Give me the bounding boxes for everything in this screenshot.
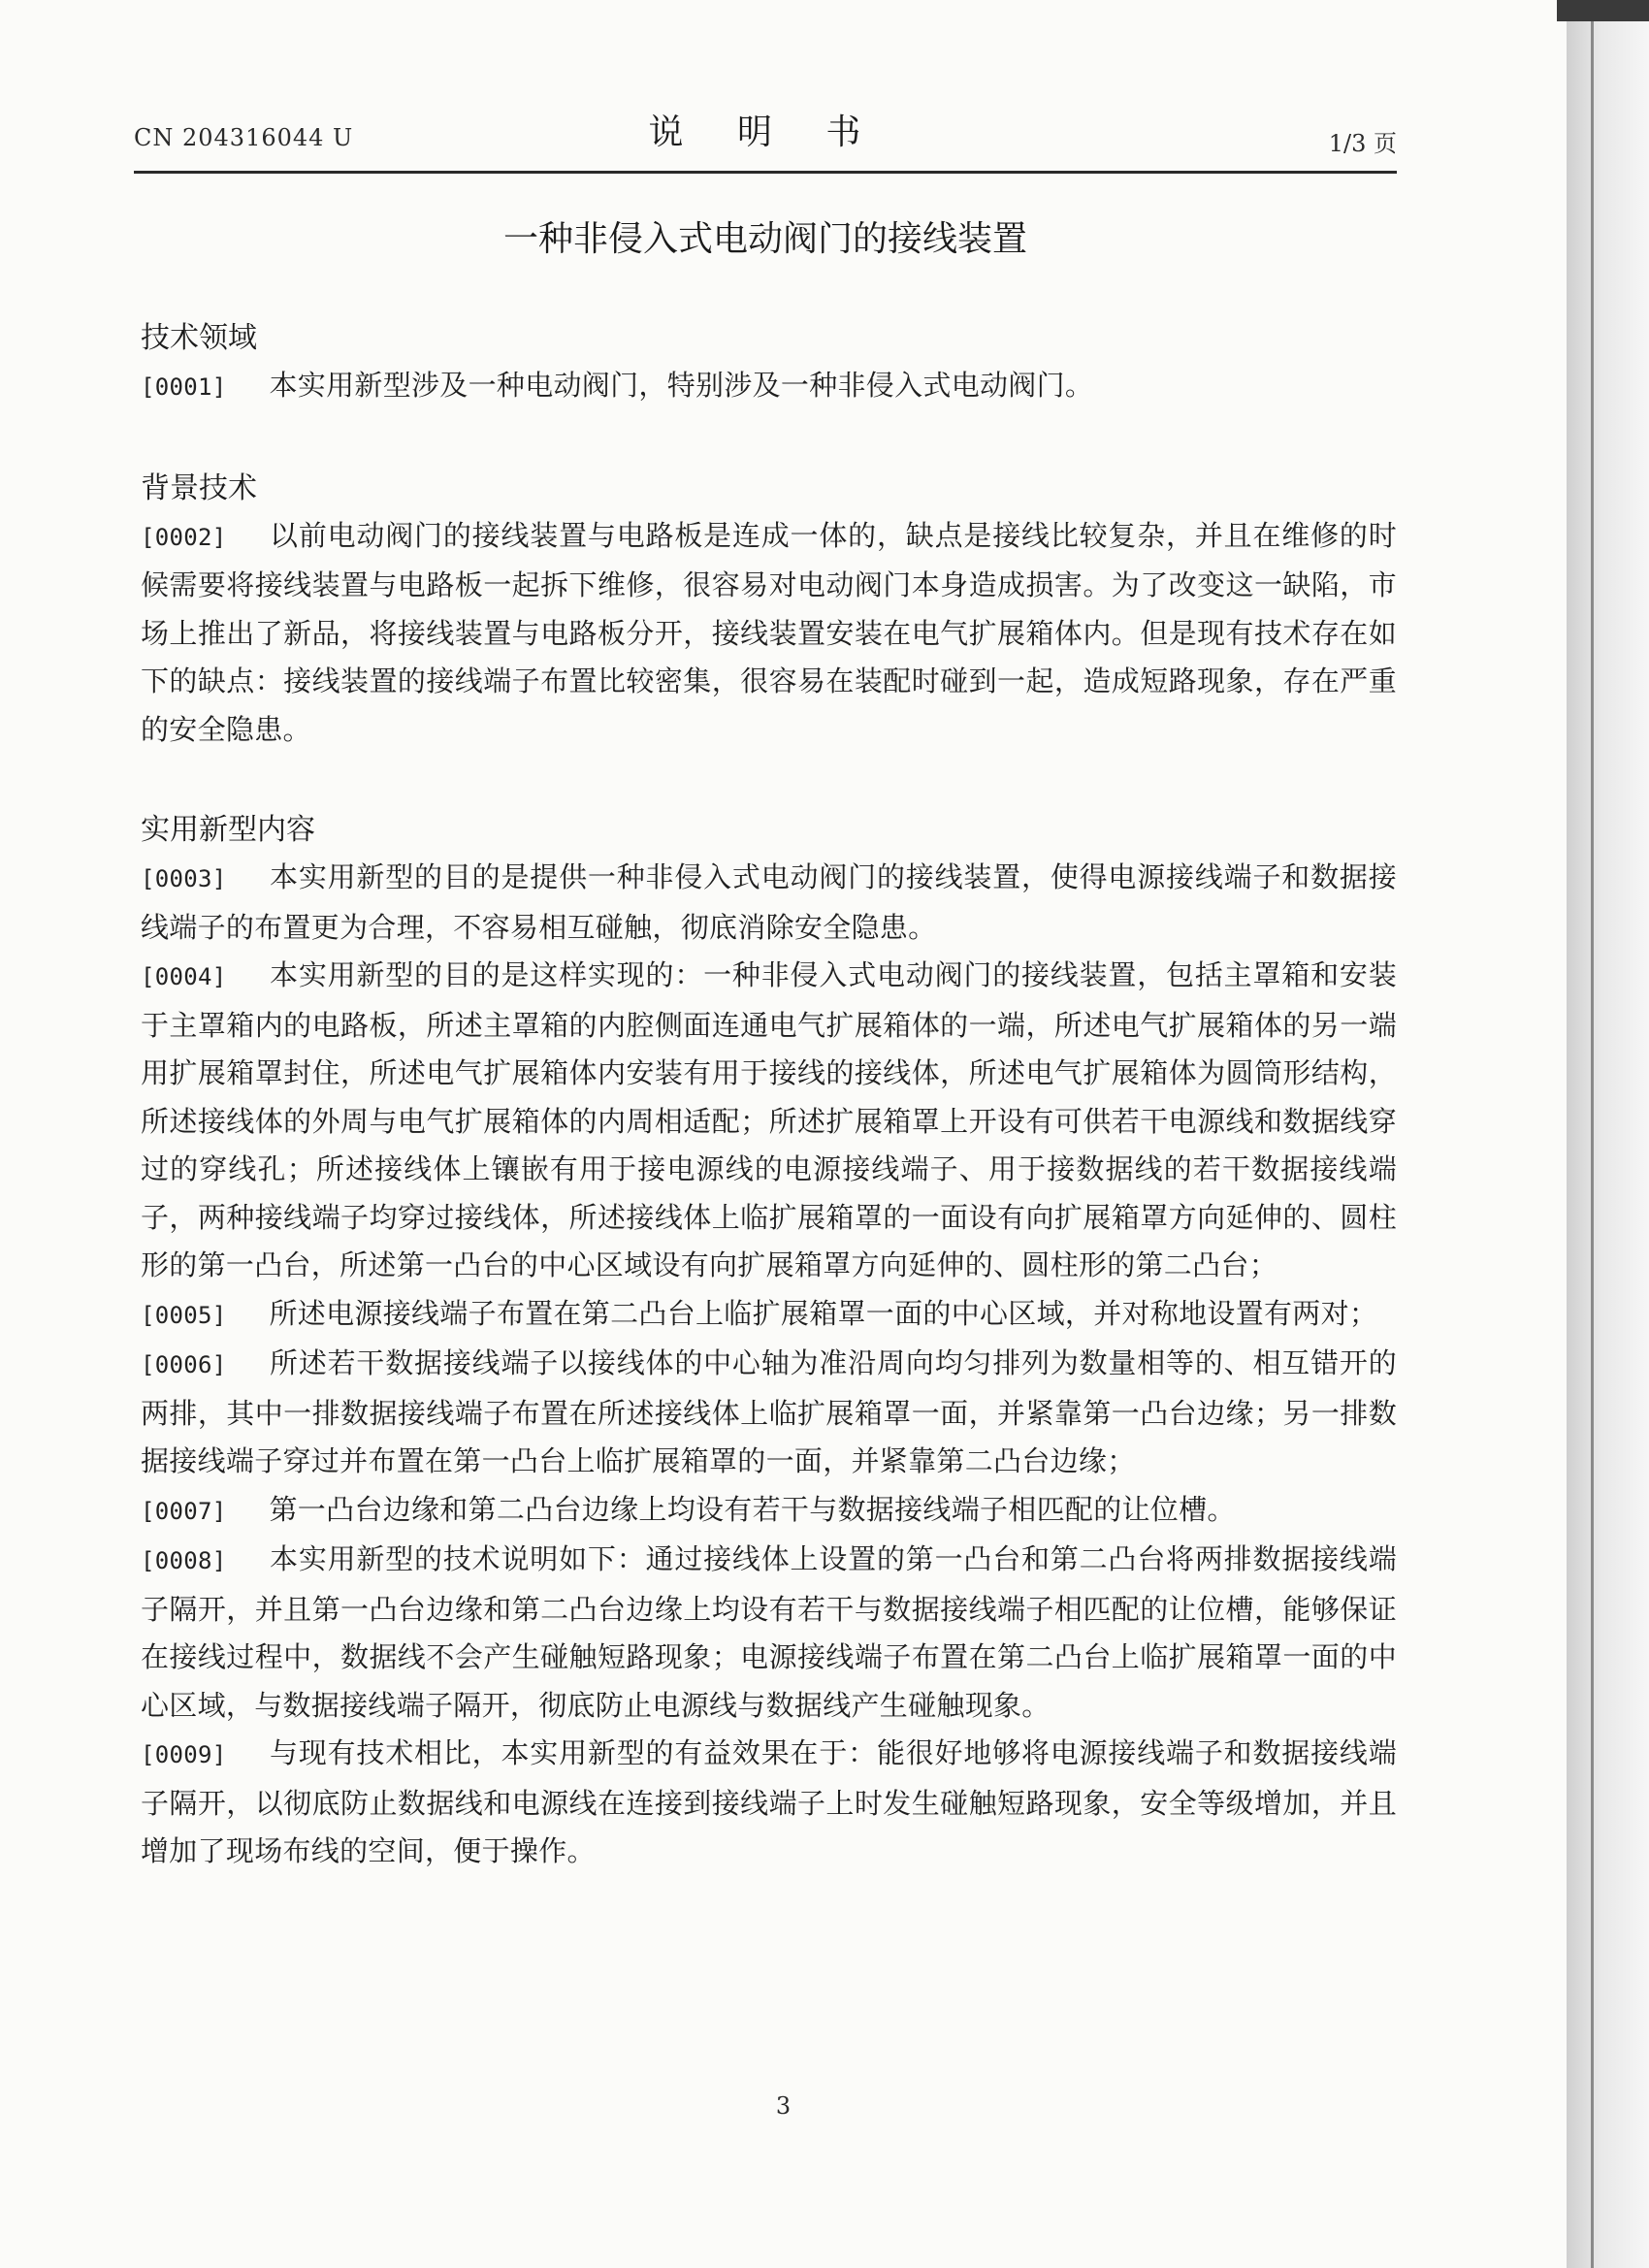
document-title: 一种非侵入式电动阀门的接线装置 <box>502 219 1027 259</box>
patent-number: CN 204316044 U <box>134 124 354 151</box>
page-number: 3 <box>775 2092 792 2120</box>
section-technical-field <box>141 315 1397 412</box>
paragraph-number: [0003] <box>141 865 227 892</box>
header-title: 说 明 书 <box>648 113 883 152</box>
paragraph-text: 所述电源接线端子布置在第二凸台上临扩展箱罩一面的中心区域，并对称地设置有两对； <box>269 1296 1378 1330</box>
paragraph-text: 第一凸台边缘和第二凸台边缘上均设有若干与数据接线端子相匹配的让位槽。 <box>269 1492 1236 1526</box>
paragraph-number: [0005] <box>141 1301 227 1329</box>
section-heading: 背景技术 <box>141 470 257 505</box>
section-heading: 技术领域 <box>141 321 257 355</box>
paragraph-text: 与现有技术相比，本实用新型的有益效果在于：能很好地够将电源接线端子和数据接线端子隔开，以彻底防止数据线和电源线在连接到接线端子上时发生碰触短路现象，安全等级增加，并且增加了现场布线的空间，便于操作。 <box>141 1736 1397 1867</box>
section-background <box>141 466 1397 755</box>
scan-edge-line <box>1591 0 1594 2268</box>
paragraph <box>141 1730 1397 1876</box>
section-utility-model-content <box>141 807 1397 1876</box>
section-heading: 实用新型内容 <box>141 813 315 847</box>
paragraph <box>141 362 1397 412</box>
page-header <box>134 105 1397 171</box>
paragraph-number: [0008] <box>141 1547 227 1574</box>
paragraph-number: [0004] <box>141 963 227 990</box>
paragraph-number: [0006] <box>141 1351 227 1378</box>
paragraph <box>141 1486 1397 1537</box>
paragraph-text: 所述若干数据接线端子以接线体的中心轴为准沿周向均匀排列为数量相等的、相互错开的两排，其中一排数据接线端子布置在所述接线体上临扩展箱罩一面，并紧靠第一凸台边缘；另一排数据接线端子穿过并布置在第一凸台上临扩展箱罩的一面，并紧靠第二凸台边缘； <box>141 1346 1397 1477</box>
paragraph <box>141 1340 1397 1486</box>
paragraph <box>141 952 1397 1290</box>
paragraph-number: [0002] <box>141 523 227 551</box>
paragraph <box>141 1536 1397 1730</box>
section-spacer <box>141 754 1397 807</box>
paragraph <box>141 512 1397 755</box>
scan-edge-corner <box>1557 0 1649 21</box>
paragraph-text: 本实用新型的目的是提供一种非侵入式电动阀门的接线装置，使得电源接线端子和数据接线端子的布置更为合理，不容易相互碰触，彻底消除安全隐患。 <box>141 860 1397 944</box>
paragraph-number: [0009] <box>141 1741 227 1768</box>
paragraph-number: [0001] <box>141 373 227 401</box>
paragraph-text: 本实用新型的技术说明如下：通过接线体上设置的第一凸台和第二凸台将两排数据接线端子隔开，并且第一凸台边缘和第二凸台边缘上均设有若干与数据接线端子相匹配的让位槽，能够保证在接线过程中，数据线不会产生碰触短路现象；电源接线端子布置在第二凸台上临扩展箱罩一面的中心区域，与数据接线端子隔开，彻底防止电源线与数据线产生碰触现象。 <box>141 1542 1397 1722</box>
header-divider <box>134 171 1397 174</box>
paragraph-text: 以前电动阀门的接线装置与电路板是连成一体的，缺点是接线比较复杂，并且在维修的时候需要将接线装置与电路板一起拆下维修，很容易对电动阀门本身造成损害。为了改变这一缺陷，市场上推出了新品，将接线装置与电路板分开，接线装置安装在电气扩展箱体内。但是现有技术存在如下的缺点：接线装置的接线端子布置比较密集，很容易在装配时碰到一起，造成短路现象，存在严重的安全隐患。 <box>141 518 1397 746</box>
paragraph-number: [0007] <box>141 1497 227 1525</box>
paragraph-text: 本实用新型涉及一种电动阀门，特别涉及一种非侵入式电动阀门。 <box>269 369 1094 402</box>
paragraph <box>141 1290 1397 1341</box>
page-indicator: 1/3 页 <box>1328 130 1397 157</box>
paragraph <box>141 854 1397 952</box>
paragraph-text: 本实用新型的目的是这样实现的：一种非侵入式电动阀门的接线装置，包括主罩箱和安装于主罩箱内的电路板，所述主罩箱的内腔侧面连通电气扩展箱体的一端，所述电气扩展箱体的另一端用扩展箱罩封住，所述电气扩展箱体内安装有用于接线的接线体，所述电气扩展箱体为圆筒形结构，所述接线体的外周与电气扩展箱体的内周相适配；所述扩展箱罩上开设有可供若干电源线和数据线穿过的穿线孔；所述接线体上镶嵌有用于接电源线的电源接线端子、用于接数据线的若干数据接线端子，两种接线端子均穿过接线体，所述接线体上临扩展箱罩的一面设有向扩展箱罩方向延伸的、圆柱形的第一凸台，所述第一凸台的中心区域设有向扩展箱罩方向延伸的、圆柱形的第二凸台； <box>141 958 1397 1281</box>
scan-edge-strip <box>1567 0 1649 2268</box>
document-body <box>141 315 1397 1876</box>
section-spacer <box>141 412 1397 466</box>
